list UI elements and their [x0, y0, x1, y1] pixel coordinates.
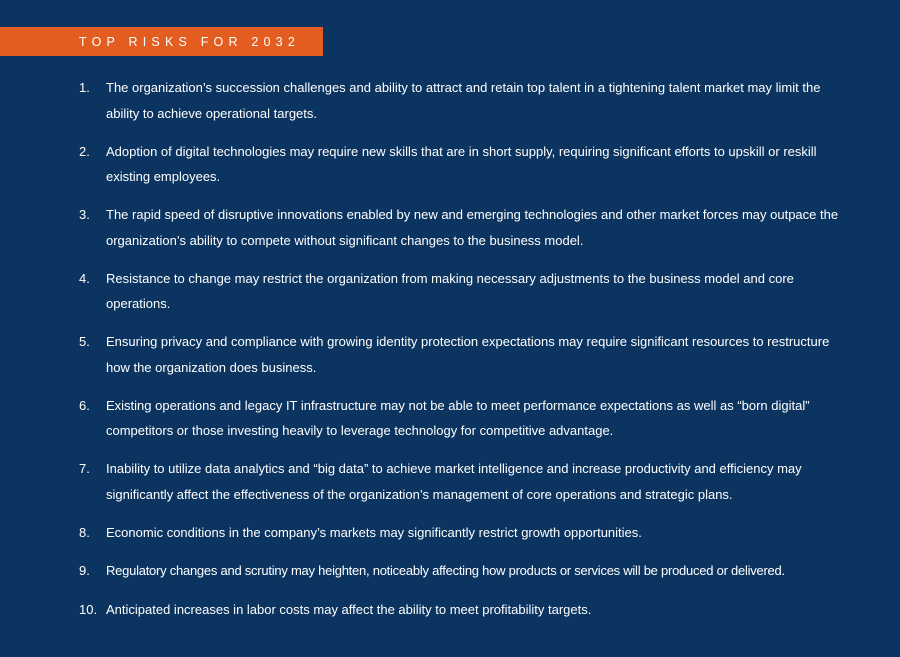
risk-list [0, 75, 900, 635]
list-item-number: 2. [79, 143, 90, 159]
list-item-number: 5. [79, 334, 90, 349]
list-item-text: Inability to utilize data analytics and “big data” to achieve market intelligence and increase productivity and efficiency may significantly affect the effectiveness of the organization’s management of core operations and strategic plans. [106, 461, 802, 502]
list-item-number: 8. [79, 524, 90, 540]
page-title: TOP RISKS FOR 2032 [79, 34, 300, 49]
list-item-text: Anticipated increases in labor costs may affect the ability to meet profitability targets. [106, 601, 592, 617]
list-item [0, 597, 900, 636]
list-item-number: 7. [79, 461, 90, 476]
list-item-number: 1. [79, 80, 90, 95]
list-item-text: Resistance to change may restrict the organization from making necessary adjustments to the business model and core operations. [106, 270, 794, 311]
list-item-number: 10. [79, 601, 98, 617]
list-item-number: 6. [79, 397, 90, 413]
list-item-text: The rapid speed of disruptive innovations enabled by new and emerging technologies and other market forces may outpace the organization’s ability to compete without significant changes to the business model. [106, 207, 839, 248]
list-item-number: 9. [79, 563, 90, 578]
list-item [0, 139, 900, 203]
list-item-text: Existing operations and legacy IT infrastructure may not be able to meet performance expectations as well as “born digital” competitors or those investing heavily to leverage technology for competitive advantage. [106, 397, 810, 438]
list-item-text: Adoption of digital technologies may require new skills that are in short supply, requiring significant efforts to upskill or reskill existing employees. [106, 143, 817, 184]
list-item [0, 75, 900, 139]
list-item-text: Ensuring privacy and compliance with growing identity protection expectations may require significant resources to restructure how the organization does business. [106, 334, 830, 375]
header-banner [0, 27, 323, 56]
list-item [0, 266, 900, 330]
list-item-text: Regulatory changes and scrutiny may heighten, noticeably affecting how products or services will be produced or delivered. [106, 563, 785, 578]
list-item [0, 329, 900, 393]
list-item [0, 520, 900, 559]
list-item [0, 558, 900, 597]
list-item [0, 393, 900, 457]
list-item-text: The organization’s succession challenges and ability to attract and retain top talent in a tightening talent market may limit the ability to achieve operational targets. [106, 80, 821, 121]
list-item [0, 456, 900, 520]
list-item [0, 202, 900, 266]
list-item-number: 4. [79, 270, 90, 286]
list-item-number: 3. [79, 207, 90, 222]
list-item-text: Economic conditions in the company’s markets may significantly restrict growth opportunities. [106, 524, 642, 540]
